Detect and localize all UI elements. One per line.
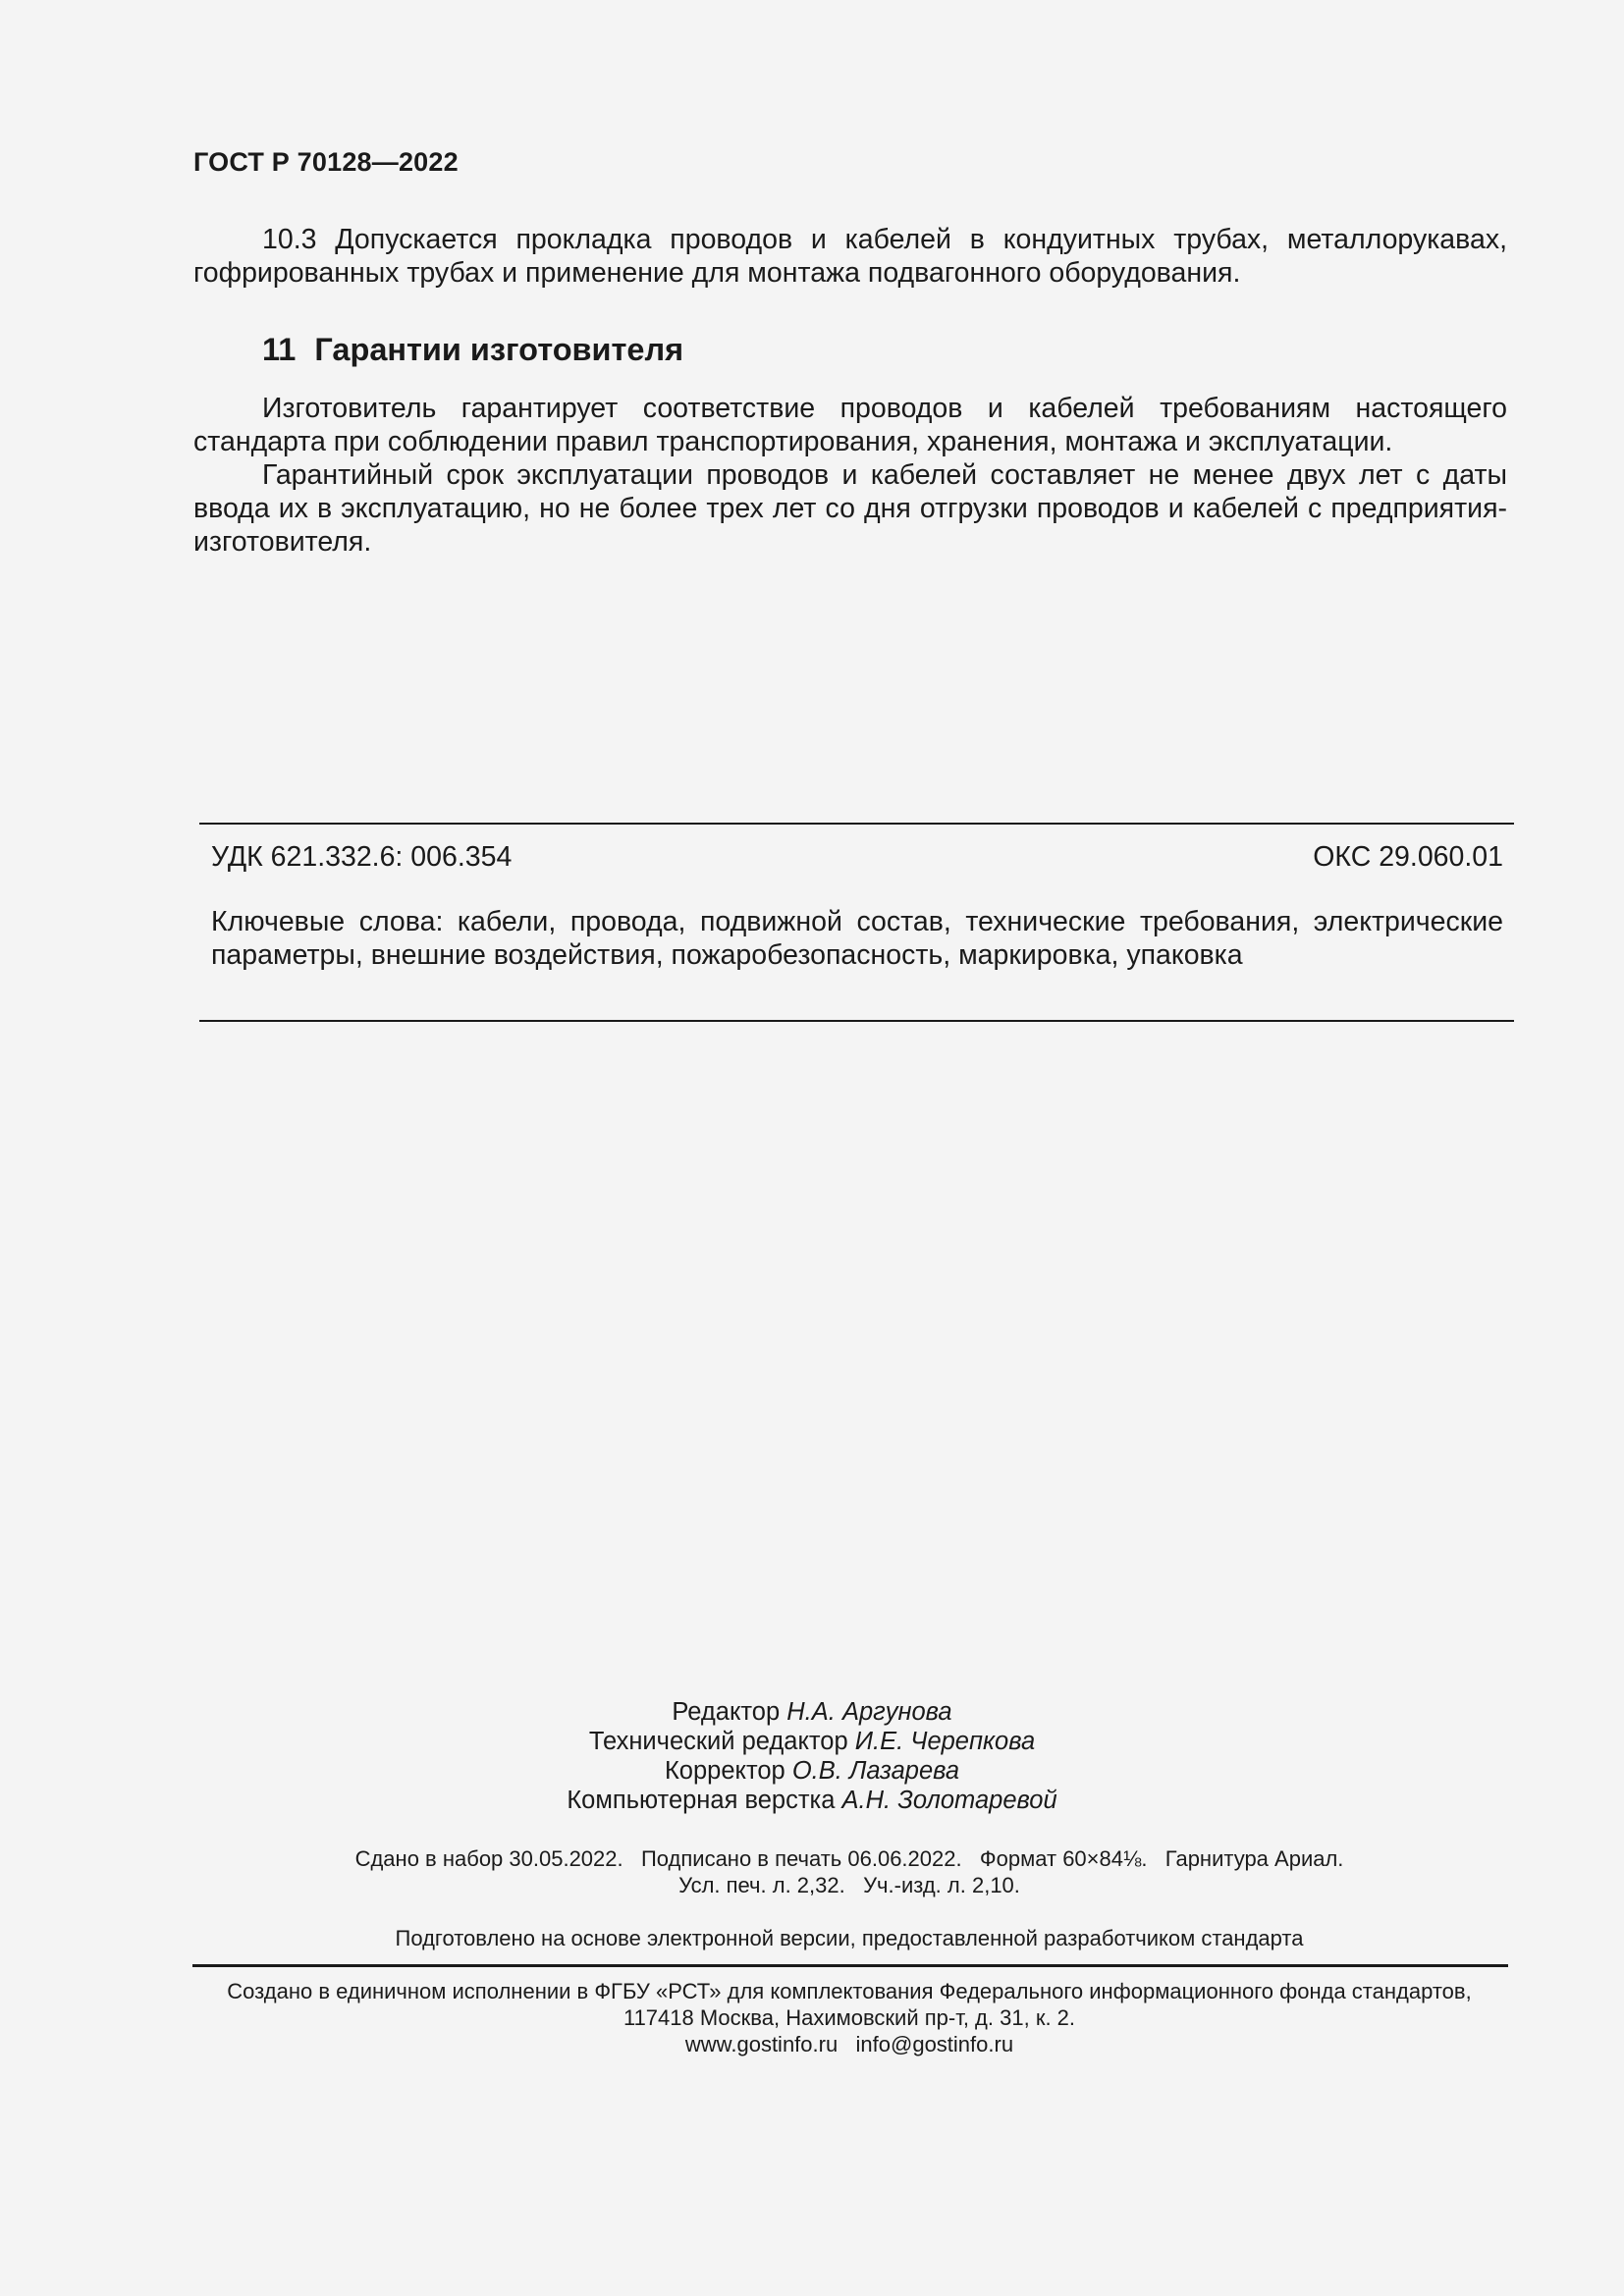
section-number: 11 [262, 332, 297, 367]
top-divider [199, 823, 1514, 825]
editor-label: Редактор [672, 1698, 781, 1726]
credit-corrector [0, 1756, 1624, 1787]
publisher-address: 117418 Москва, Нахимовский пр-т, д. 31, к. 2. [623, 2005, 1076, 2030]
print-info-line-1: Сдано в набор 30.05.2022. Подписано в печать 06.06.2022. Формат 60×84⅛. Гарнитура Ариал. [354, 1846, 1344, 1871]
credit-tech-editor [0, 1727, 1624, 1757]
credit-editor [0, 1697, 1624, 1728]
publisher-line-1: Создано в единичном исполнении в ФГБУ «РСТ» для комплектования Федерального информационного фонда стандартов, [227, 1979, 1472, 2003]
oks-code: ОКС 29.060.01 [1313, 841, 1503, 873]
standard-code-header: ГОСТ Р 70128—2022 [193, 147, 459, 177]
keywords: Ключевые слова: кабели, провода, подвижной состав, технические требования, электрические параметры, внешние воздействия, пожаробезопасность, маркировка, упаковка [211, 906, 1503, 971]
prepared-note: Подготовлено на основе электронной версии, предоставленной разработчиком стандарта [395, 1926, 1304, 1950]
publisher-contacts: www.gostinfo.ru info@gostinfo.ru [684, 2032, 1014, 2056]
layout-name: А.Н. Золотаревой [841, 1787, 1057, 1814]
bottom-divider [199, 1020, 1514, 1022]
layout-label: Компьютерная верстка [567, 1787, 836, 1814]
publisher-divider [192, 1964, 1508, 1967]
section-title: Гарантии изготовителя [314, 332, 684, 367]
section-11-paragraph-1: Изготовитель гарантирует соответствие проводов и кабелей требованиям настоящего стандарта при соблюдении правил транспортирования, хранения, монтажа и эксплуатации. [193, 393, 1507, 457]
corrector-name: О.В. Лазарева [791, 1757, 960, 1785]
corrector-label: Корректор [664, 1757, 785, 1785]
tech-editor-label: Технический редактор [588, 1728, 848, 1755]
tech-editor-name: И.Е. Черепкова [854, 1728, 1036, 1755]
clause-10-3: 10.3 Допускается прокладка проводов и кабелей в кондуитных трубах, металлорукавах, гофрированных трубах и применение для монтажа подвагонного оборудования. [193, 224, 1507, 289]
credit-layout [0, 1786, 1624, 1816]
editor-name: Н.А. Аргунова [786, 1698, 952, 1726]
udk-code: УДК 621.332.6: 006.354 [211, 841, 513, 873]
section-11-heading [262, 332, 683, 368]
print-info-line-2: Усл. печ. л. 2,32. Уч.-изд. л. 2,10. [678, 1873, 1020, 1897]
section-11-paragraph-2: Гарантийный срок эксплуатации проводов и кабелей составляет не менее двух лет с даты ввода их в эксплуатацию, но не более трех лет со дня отгрузки проводов и кабелей с предприятия-изготовителя. [193, 459, 1507, 558]
